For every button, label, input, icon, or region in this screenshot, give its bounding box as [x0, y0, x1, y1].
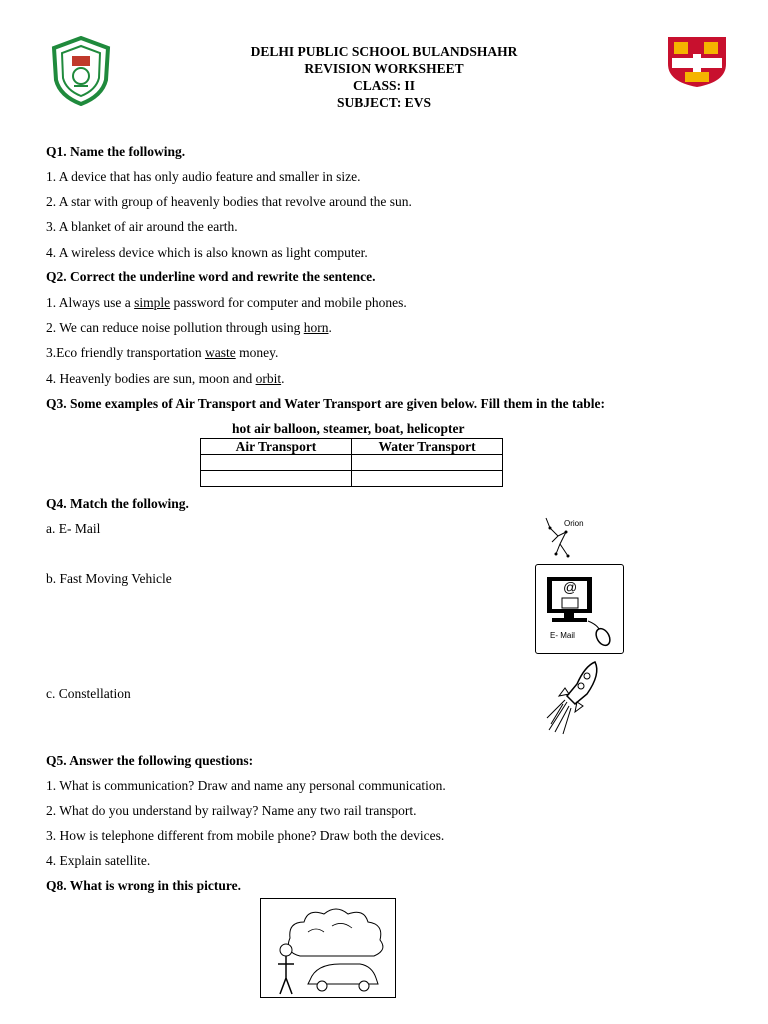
q2-text: 1. Always use a	[46, 295, 135, 310]
q2-heading: Q2. Correct the underline word and rewrite the sentence.	[46, 269, 376, 284]
subject-label: SUBJECT: EVS	[337, 95, 431, 110]
q2-text: 2. We can reduce noise pollution through using	[46, 320, 304, 335]
q2-text: 3.Eco friendly transportation	[46, 345, 205, 360]
q2-text: password for computer and mobile phones.	[170, 295, 407, 310]
orion-label: Orion	[564, 519, 584, 528]
table-cell[interactable]	[201, 455, 352, 471]
q8-heading: Q8. What is wrong in this picture.	[46, 878, 242, 893]
q5-item: 4. Explain satellite.	[46, 853, 151, 868]
q2-item	[46, 294, 407, 311]
q1-item: 1. A device that has only audio feature and smaller in size.	[46, 169, 361, 184]
match-item: c. Constellation	[46, 686, 131, 701]
q1-item: 4. A wireless device which is also known as light computer.	[46, 245, 368, 260]
rocket-icon	[545, 660, 605, 736]
email-caption: E- Mail	[550, 631, 575, 640]
table-header-water: Water Transport	[352, 439, 503, 455]
school-name: DELHI PUBLIC SCHOOL BULANDSHAHR	[250, 44, 518, 59]
orion-picture	[538, 514, 596, 562]
q2-item	[46, 370, 284, 387]
class-label: CLASS: II	[353, 78, 415, 93]
underlined-word: horn	[303, 320, 329, 335]
q2-text: 4. Heavenly bodies are sun, moon and	[46, 371, 256, 386]
table-header-air: Air Transport	[201, 439, 352, 455]
q5-heading: Q5. Answer the following questions:	[46, 753, 254, 768]
table-cell[interactable]	[201, 471, 352, 487]
q5-item: 2. What do you understand by railway? Name any two rail transport.	[46, 803, 417, 818]
q5-item: 1. What is communication? Draw and name any personal communication.	[46, 778, 446, 793]
q5-item: 3. How is telephone different from mobile phone? Draw both the devices.	[46, 828, 445, 843]
q4-heading: Q4. Match the following.	[46, 496, 189, 511]
q1-item: 3. A blanket of air around the earth.	[46, 219, 238, 234]
q3-word-list: hot air balloon, steamer, boat, helicopter	[232, 421, 465, 436]
q3-heading: Q3. Some examples of Air Transport and Water Transport are given below. Fill them in the table:	[46, 396, 605, 411]
q2-text: money.	[235, 345, 279, 360]
q1-heading: Q1. Name the following.	[46, 144, 186, 159]
table-cell[interactable]	[352, 471, 503, 487]
match-item: a. E- Mail	[46, 521, 101, 536]
q2-item	[46, 319, 332, 336]
underlined-word: simple	[134, 295, 171, 310]
q2-text: .	[281, 371, 285, 386]
underlined-word: waste	[204, 345, 236, 360]
transport-table	[200, 438, 503, 487]
pollution-picture	[260, 898, 396, 998]
match-item: b. Fast Moving Vehicle	[46, 571, 172, 586]
table-cell[interactable]	[352, 455, 503, 471]
at-symbol: @	[563, 579, 578, 595]
q2-item	[46, 344, 278, 361]
q2-text: .	[328, 320, 332, 335]
email-picture	[535, 564, 624, 654]
underlined-word: orbit	[255, 371, 282, 386]
q1-item: 2. A star with group of heavenly bodies that revolve around the sun.	[46, 194, 412, 209]
worksheet-title: REVISION WORKSHEET	[304, 61, 464, 76]
